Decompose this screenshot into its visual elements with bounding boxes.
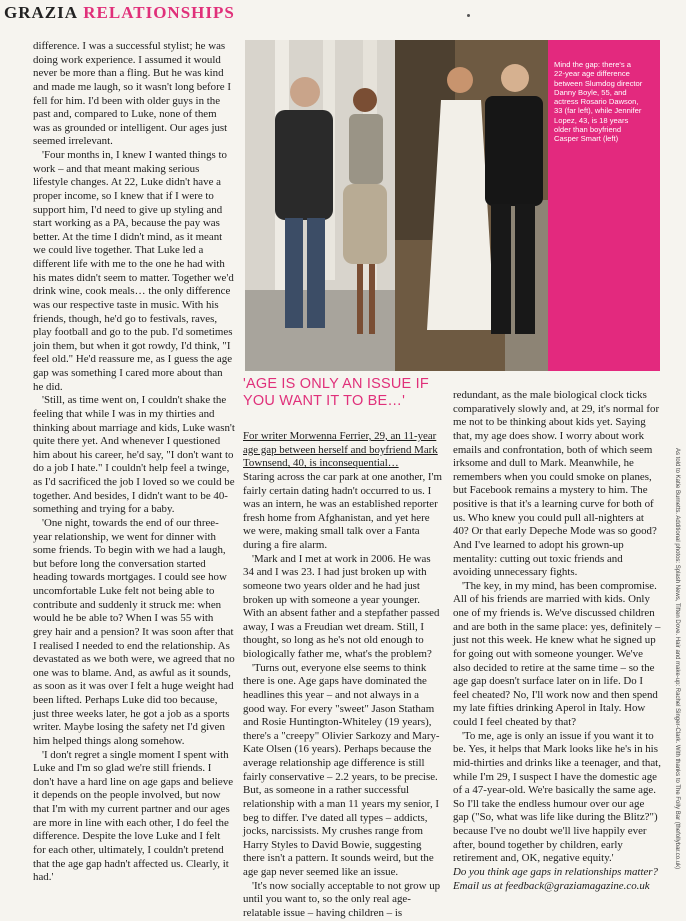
photo-caption xyxy=(548,40,660,371)
section-name: RELATIONSHIPS xyxy=(83,3,235,22)
paragraph: 'To me, age is only an issue if you want it to be. Yes, it helps that Mark looks like he's in his mid-thirties and drinks like a teenager, and that, while I'm 29, I suspect I have the domestic age of a 47-year-old. We're basically the same age. So I'll take the endless humour over our age gap ("So, what was life like during the Blitz?") because I've no doubt we'll live happily ever after, bound together by children, early retirement and, OK, negative equity.' xyxy=(453,729,661,865)
paragraph: difference. I was a successful stylist; he was doing work experience. I assumed it would never be more than a fling. But he was kind and made me laugh, so it wasn't long before I fell for him. I'd been with older guys in the past and, compared to Luke, none of them was as grounded or intelligent. Our ages just seemed irrelevant. xyxy=(33,40,231,148)
photo-illustration xyxy=(245,40,548,371)
paragraph: Staring across the car park at one another, I'm fairly certain dating hadn't occurred to us. I was an intern, he was an established reporter fresh home from Afghanistan, and yet here we were, making small talk over a Fanta during a fire alarm. xyxy=(243,470,442,551)
magazine-name: GRAZIA xyxy=(4,3,79,22)
page-header xyxy=(0,0,686,30)
paragraph: 'I don't regret a single moment I spent with Luke and I'm so glad we're still friends. I don't have a hard line on age gaps and believe it depends on the people involved, but now that I'm with my current partner and our ages are more in line with each other, I do feel the difference. Despite the love Luke and I felt for each other, ultimately, I couldn't pretend that the age gap hadn't affected us. Clearly, it had.' xyxy=(33,748,234,884)
standfirst: For writer Morwenna Ferrier, 29, an 11-year age gap between herself and boyfriend Mark Townsend, 40, is inconsequential… xyxy=(243,430,438,470)
feedback-prompt: Do you think age gaps in relationships matter? Email us at feedback@graziamagazine.co.uk xyxy=(453,865,658,892)
paragraph: 'The key, in my mind, has been compromise. All of his friends are married with kids. Only one of my friends is. We've discussed children and are both in the same place: yes, definitely – just not this week. He knew what he signed up for going out with someone younger. We've also decided to retire at the same time – so the age gap doesn't surface later on in life. Do I feel cheated? No, I'll work now and then spend my late fifties drinking Aperol in Italy. How could I feel cheated by that? xyxy=(453,579,661,728)
paragraph: 'Four months in, I knew I wanted things to work – and that meant making serious lifestyle changes. At 22, Luke didn't have a proper income, so I knew that if I were to support him, I'd need to give up styling and start working as a PA, because the pay was better. At the time I didn't mind, as it meant we could live together. That Luke led a different life with me to the one he had with his mates didn't seem to matter. Together we'd drink wine, cook meals… the only difference was our respective taste in music. With his friends, though, he'd go to festivals, raves, play football and go to the pub. I'd sometimes join them, but when it got rowdy, I'd think, "I feel old." He'd reassure me, as I guess the age gap was something I cared more about than he did. xyxy=(33,149,234,393)
pull-quote: 'AGE IS ONLY AN ISSUE IF YOU WANT IT TO BE…' xyxy=(243,376,429,409)
decorative-dot xyxy=(467,14,470,17)
photo-credit xyxy=(672,448,680,888)
article-column-2 xyxy=(243,430,443,921)
celebrity-photo xyxy=(245,40,548,371)
article-column-3 xyxy=(453,389,661,893)
paragraph: redundant, as the male biological clock ticks comparatively slowly and, at 29, it's normal for me not to be thinking about kids yet. Saying that, my age does show. I worry about work emails and confrontation, both of which seem irksome and dull to Mark. Meanwhile, he remembers when you could smoke on planes, but Facebook remains a mystery to him. The positive is that it's a learning curve for both of us. Who knew you could pull all-nighters at 40? Or that early Depeche Mode was so good? And I've learned to adopt his grown-up mentality: cutting out toxic friends and avoiding unnecessary fights. xyxy=(453,389,660,579)
credit-text: As told to Katie Burnetts. Additional photos: Splash News, Tiften Dove. Hair and make-up: Rachel Singer-Clark. With thanks to The Folly Bar (thefollybar.co.uk) xyxy=(674,448,680,870)
paragraph: 'Turns out, everyone else seems to think there is one. Age gaps have dominated the headlines this year – and not always in a good way. For every "sweet" Jason Statham and Rosie Huntington-Whiteley (19 years), there's a "creepy" Olivier Sarkozy and Mary-Kate Olsen (16 years). Perhaps because the average relationship age difference is still fairly conservative – 2.2 years, to be precise. But, as someone in a rather successful relationship with a man 11 years my senior, I beg to differ. I've dated all types – addicts, jocks, narcissists. My crushes range from Harry Styles to David Bowie, suggesting there isn't a pattern. It sounds weird, but the age gap never seemed like an issue. xyxy=(243,661,440,878)
paragraph: 'Mark and I met at work in 2006. He was 34 and I was 23. I had just broken up with someone two years older and he had just broken up with someone a year younger. With an absent father and a stepfather passed away, I was a Freudian wet dream. Still, I thought, so long as he's not old enough to biologically father me, what's the problem? xyxy=(243,552,440,660)
paragraph: 'One night, towards the end of our three-year relationship, we went for dinner with some friends. To begin with we had a laugh, but before long the conversation started heading towards mortgages. I could see how uncomfortable Luke felt not being able to contribute and suddenly it struck me: when would he be able to? When I was 55 with grey hair and a pension? It was soon after that I realised I needed to end the relationship. As devastated as we both were, we agreed that no one was to blame. And, as awful as it sounds, as soon as it was over I felt a huge weight had been lifted. Perhaps Luke did too because, just three weeks later, he got a job as a sports writer. Maybe losing the safety net I'd given him helped things along somehow. xyxy=(33,516,235,747)
caption-text: Mind the gap: there's a 22-year age difference between Slumdog director Danny Boyle, 55, and actress Rosario Dawson, 33 (far left), while Jennifer Lopez, 43, is 18 years older than boyfriend Casper Smart (left) xyxy=(554,60,643,144)
paragraph: 'It's now socially acceptable to not grow up until you want to, so the only real age-relatable issue – having children – is xyxy=(243,879,441,919)
paragraph: 'Still, as time went on, I couldn't shake the feeling that while I was in my thirties and thinking about marriage and kids, Luke wasn't quite there yet. And whenever I questioned him about his career, he'd say, "I don't want to do a job I hate." I couldn't help feel a twinge, as I'd sacrificed the job I loved so we could be together. And besides, I didn't want to be 40-something and trying for a baby. xyxy=(33,394,235,516)
magazine-brand xyxy=(4,3,235,23)
article-column-1 xyxy=(33,40,235,885)
